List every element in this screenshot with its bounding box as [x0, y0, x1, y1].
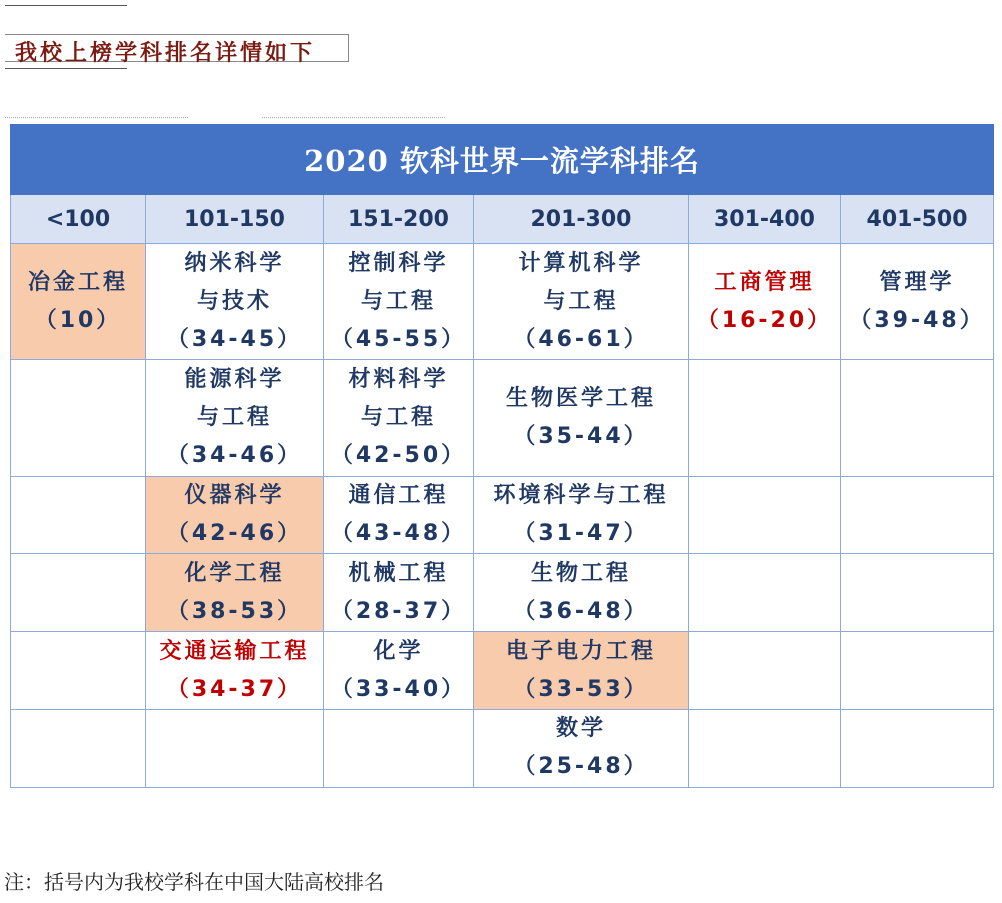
empty-cell	[841, 632, 994, 710]
empty-cell	[11, 554, 146, 632]
empty-cell	[841, 360, 994, 477]
subject-cell	[474, 710, 689, 788]
subject-name-line: 与技术	[196, 288, 272, 314]
subject-cell	[324, 360, 474, 477]
rank-range: （34-46）	[166, 443, 303, 468]
subject-cell	[474, 554, 689, 632]
subject-cell	[146, 477, 324, 554]
rank-range: （25-48）	[513, 754, 649, 779]
top-rule	[5, 5, 127, 6]
subject-cell	[689, 244, 841, 360]
column-header-201-300: 201-300	[474, 195, 689, 244]
empty-cell	[11, 360, 146, 477]
subject-cell	[324, 632, 474, 710]
rank-range: （45-55）	[330, 326, 467, 352]
rank-range: （35-44）	[513, 424, 649, 449]
column-header-row	[11, 195, 994, 244]
subject-name-line: 数学	[555, 716, 606, 741]
table-title: 2020 软科世界一流学科排名	[11, 125, 994, 195]
empty-cell	[11, 710, 146, 788]
rank-range: （34-45）	[166, 326, 303, 352]
table-row	[11, 477, 994, 554]
rank-range: （33-53）	[513, 676, 649, 702]
subject-cell	[474, 477, 689, 554]
table-body	[11, 244, 994, 788]
empty-cell	[689, 554, 841, 632]
empty-cell	[146, 710, 324, 788]
subject-name-line: 计算机科学	[518, 250, 644, 276]
subject-cell	[324, 477, 474, 554]
subject-name-line: 机械工程	[348, 560, 449, 586]
column-header-lt100: <100	[11, 195, 146, 244]
rank-range: （31-47）	[513, 521, 649, 546]
subject-name-line: 与工程	[543, 288, 619, 314]
empty-cell	[689, 710, 841, 788]
subject-cell	[146, 632, 324, 710]
subject-cell	[324, 244, 474, 360]
column-header-401-500: 401-500	[841, 195, 994, 244]
subject-name-line: 工商管理	[714, 269, 815, 295]
subject-name-line: 电子电力工程	[505, 638, 656, 664]
subject-cell	[146, 244, 324, 360]
subject-name-line: 与工程	[360, 405, 436, 430]
rank-range: （28-37）	[330, 598, 467, 624]
subject-name-line: 控制科学	[348, 250, 449, 276]
subject-name-line: 能源科学	[184, 367, 285, 392]
subject-cell	[146, 554, 324, 632]
subject-name-line: 纳米科学	[184, 250, 285, 276]
table-row	[11, 244, 994, 360]
rank-range: （46-61）	[513, 326, 649, 352]
empty-cell	[11, 632, 146, 710]
subject-name-line: 化学	[373, 638, 424, 664]
rank-range: （34-37）	[166, 676, 303, 702]
subject-name-line: 与工程	[360, 288, 436, 314]
subject-cell	[474, 360, 689, 477]
table-row	[11, 710, 994, 788]
empty-cell	[689, 360, 841, 477]
table-row	[11, 360, 994, 477]
subject-name-line: 与工程	[196, 405, 272, 430]
subject-name-line: 通信工程	[348, 483, 449, 508]
rank-range: （42-50）	[330, 443, 467, 468]
rank-range: （33-40）	[330, 676, 467, 702]
rank-range: （42-46）	[166, 521, 303, 546]
subject-name-line: 管理学	[879, 269, 955, 295]
rank-range: （39-48）	[849, 307, 985, 333]
subject-name-line: 冶金工程	[27, 269, 128, 295]
empty-cell	[11, 477, 146, 554]
heading-underline	[5, 68, 127, 69]
subject-cell	[474, 632, 689, 710]
subject-name-line: 仪器科学	[184, 483, 285, 508]
table-row	[11, 554, 994, 632]
ranking-table	[10, 124, 994, 788]
column-header-301-400: 301-400	[689, 195, 841, 244]
subject-cell	[11, 244, 146, 360]
rank-range: （16-20）	[696, 307, 833, 333]
subject-name-line: 环境科学与工程	[493, 483, 669, 508]
rank-range: （36-48）	[513, 598, 649, 624]
dotted-separator-left	[5, 117, 188, 118]
section-heading-text: 我校上榜学科排名详情如下	[15, 41, 316, 66]
dotted-separator-right	[262, 117, 445, 118]
subject-cell	[146, 360, 324, 477]
rank-range: （38-53）	[166, 598, 303, 624]
column-header-101-150: 101-150	[146, 195, 324, 244]
empty-cell	[324, 710, 474, 788]
empty-cell	[841, 710, 994, 788]
subject-name-line: 生物工程	[530, 560, 631, 586]
subject-name-line: 生物医学工程	[505, 386, 656, 411]
rank-range: （10）	[34, 307, 122, 333]
column-header-151-200: 151-200	[324, 195, 474, 244]
table-row	[11, 632, 994, 710]
subject-cell	[474, 244, 689, 360]
empty-cell	[689, 632, 841, 710]
empty-cell	[689, 477, 841, 554]
empty-cell	[841, 477, 994, 554]
empty-cell	[841, 554, 994, 632]
subject-cell	[841, 244, 994, 360]
subject-name-line: 材料科学	[348, 367, 449, 392]
subject-cell	[324, 554, 474, 632]
footnote: 注：括号内为我校学科在中国大陆高校排名	[4, 870, 384, 894]
subject-name-line: 化学工程	[184, 560, 285, 586]
section-heading	[5, 34, 349, 66]
rank-range: （43-48）	[330, 521, 467, 546]
subject-name-line: 交通运输工程	[159, 638, 310, 664]
